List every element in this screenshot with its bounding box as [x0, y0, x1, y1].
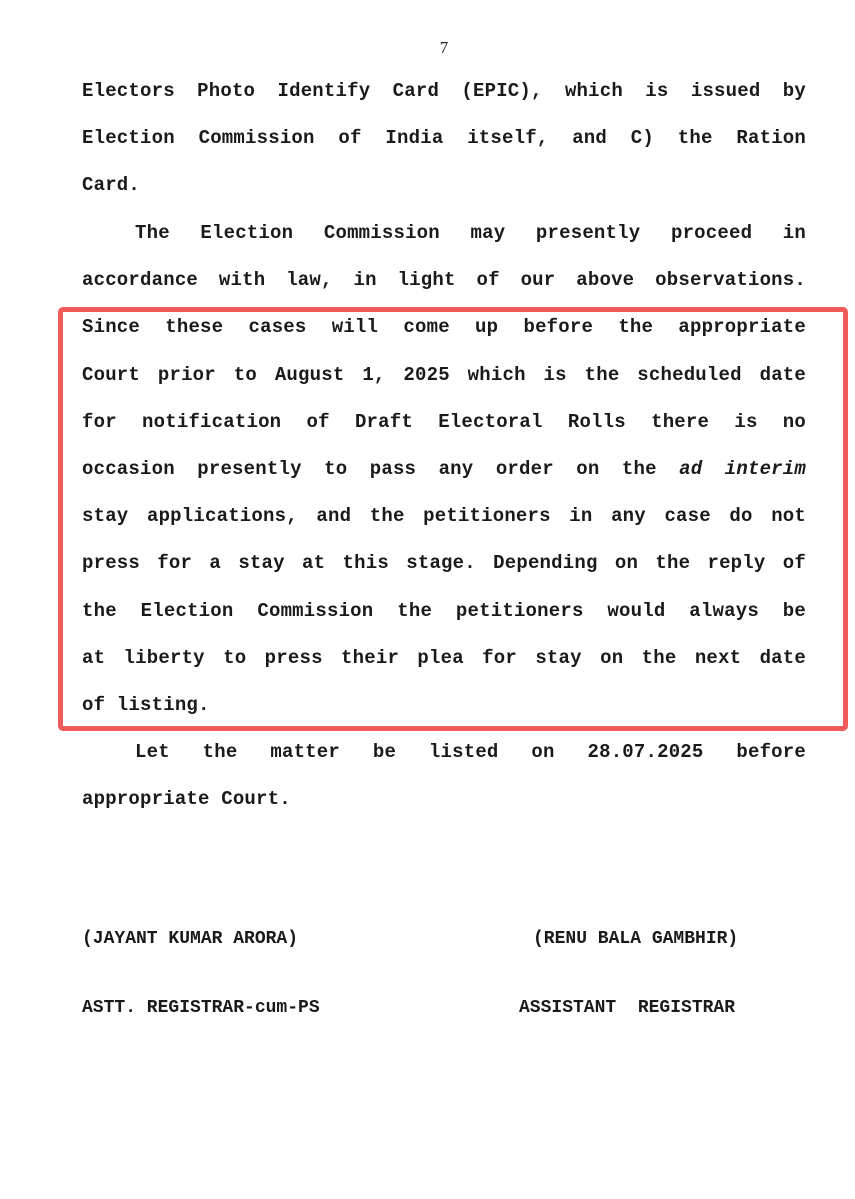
text-line: Let the matter be listed on 28.07.2025 before	[135, 741, 806, 763]
text-line: Since these cases will come up before the appropriate	[82, 316, 806, 339]
text-line: Electors Photo Identify Card (EPIC), which is issued by	[82, 80, 806, 102]
text-line: the Election Commission the petitioners would always be	[82, 599, 806, 622]
highlight-annotation-box	[58, 307, 848, 731]
signatory-title-left: ASTT. REGISTRAR-cum-PS	[82, 998, 320, 1018]
italic-term: ad interim	[679, 457, 806, 480]
text-line: Election Commission of India itself, and C) the Ration	[82, 127, 806, 150]
text-segment: occasion presently to pass any order on the	[82, 457, 680, 480]
text-line: The Election Commission may presently proceed in	[135, 222, 806, 244]
text-line: appropriate Court.	[82, 788, 291, 811]
text-line: Card.	[82, 174, 141, 197]
paragraph-epic	[82, 68, 806, 210]
signature-block-right	[519, 882, 738, 1043]
text-line: accordance with law, in light of our above observations.	[82, 269, 806, 292]
signatory-name-right: (RENU BALA GAMBHIR)	[533, 929, 739, 949]
paragraph-listing	[82, 729, 806, 823]
signatory-title-right: ASSISTANT REGISTRAR	[519, 998, 736, 1018]
text-line: for notification of Draft Electoral Rolls there is no	[82, 410, 806, 433]
text-line: press for a stay at this stage. Depending on the reply of	[82, 552, 806, 575]
page-number: 7	[439, 38, 449, 57]
signatory-name-left: (JAYANT KUMAR ARORA)	[82, 929, 299, 949]
signature-block-left	[82, 882, 320, 1043]
text-line: of listing.	[82, 693, 210, 716]
text-line: Court prior to August 1, 2025 which is the scheduled date	[82, 363, 806, 386]
text-line: at liberty to press their plea for stay on the next date	[82, 646, 806, 669]
text-line: stay applications, and the petitioners in any case do not	[82, 505, 806, 528]
